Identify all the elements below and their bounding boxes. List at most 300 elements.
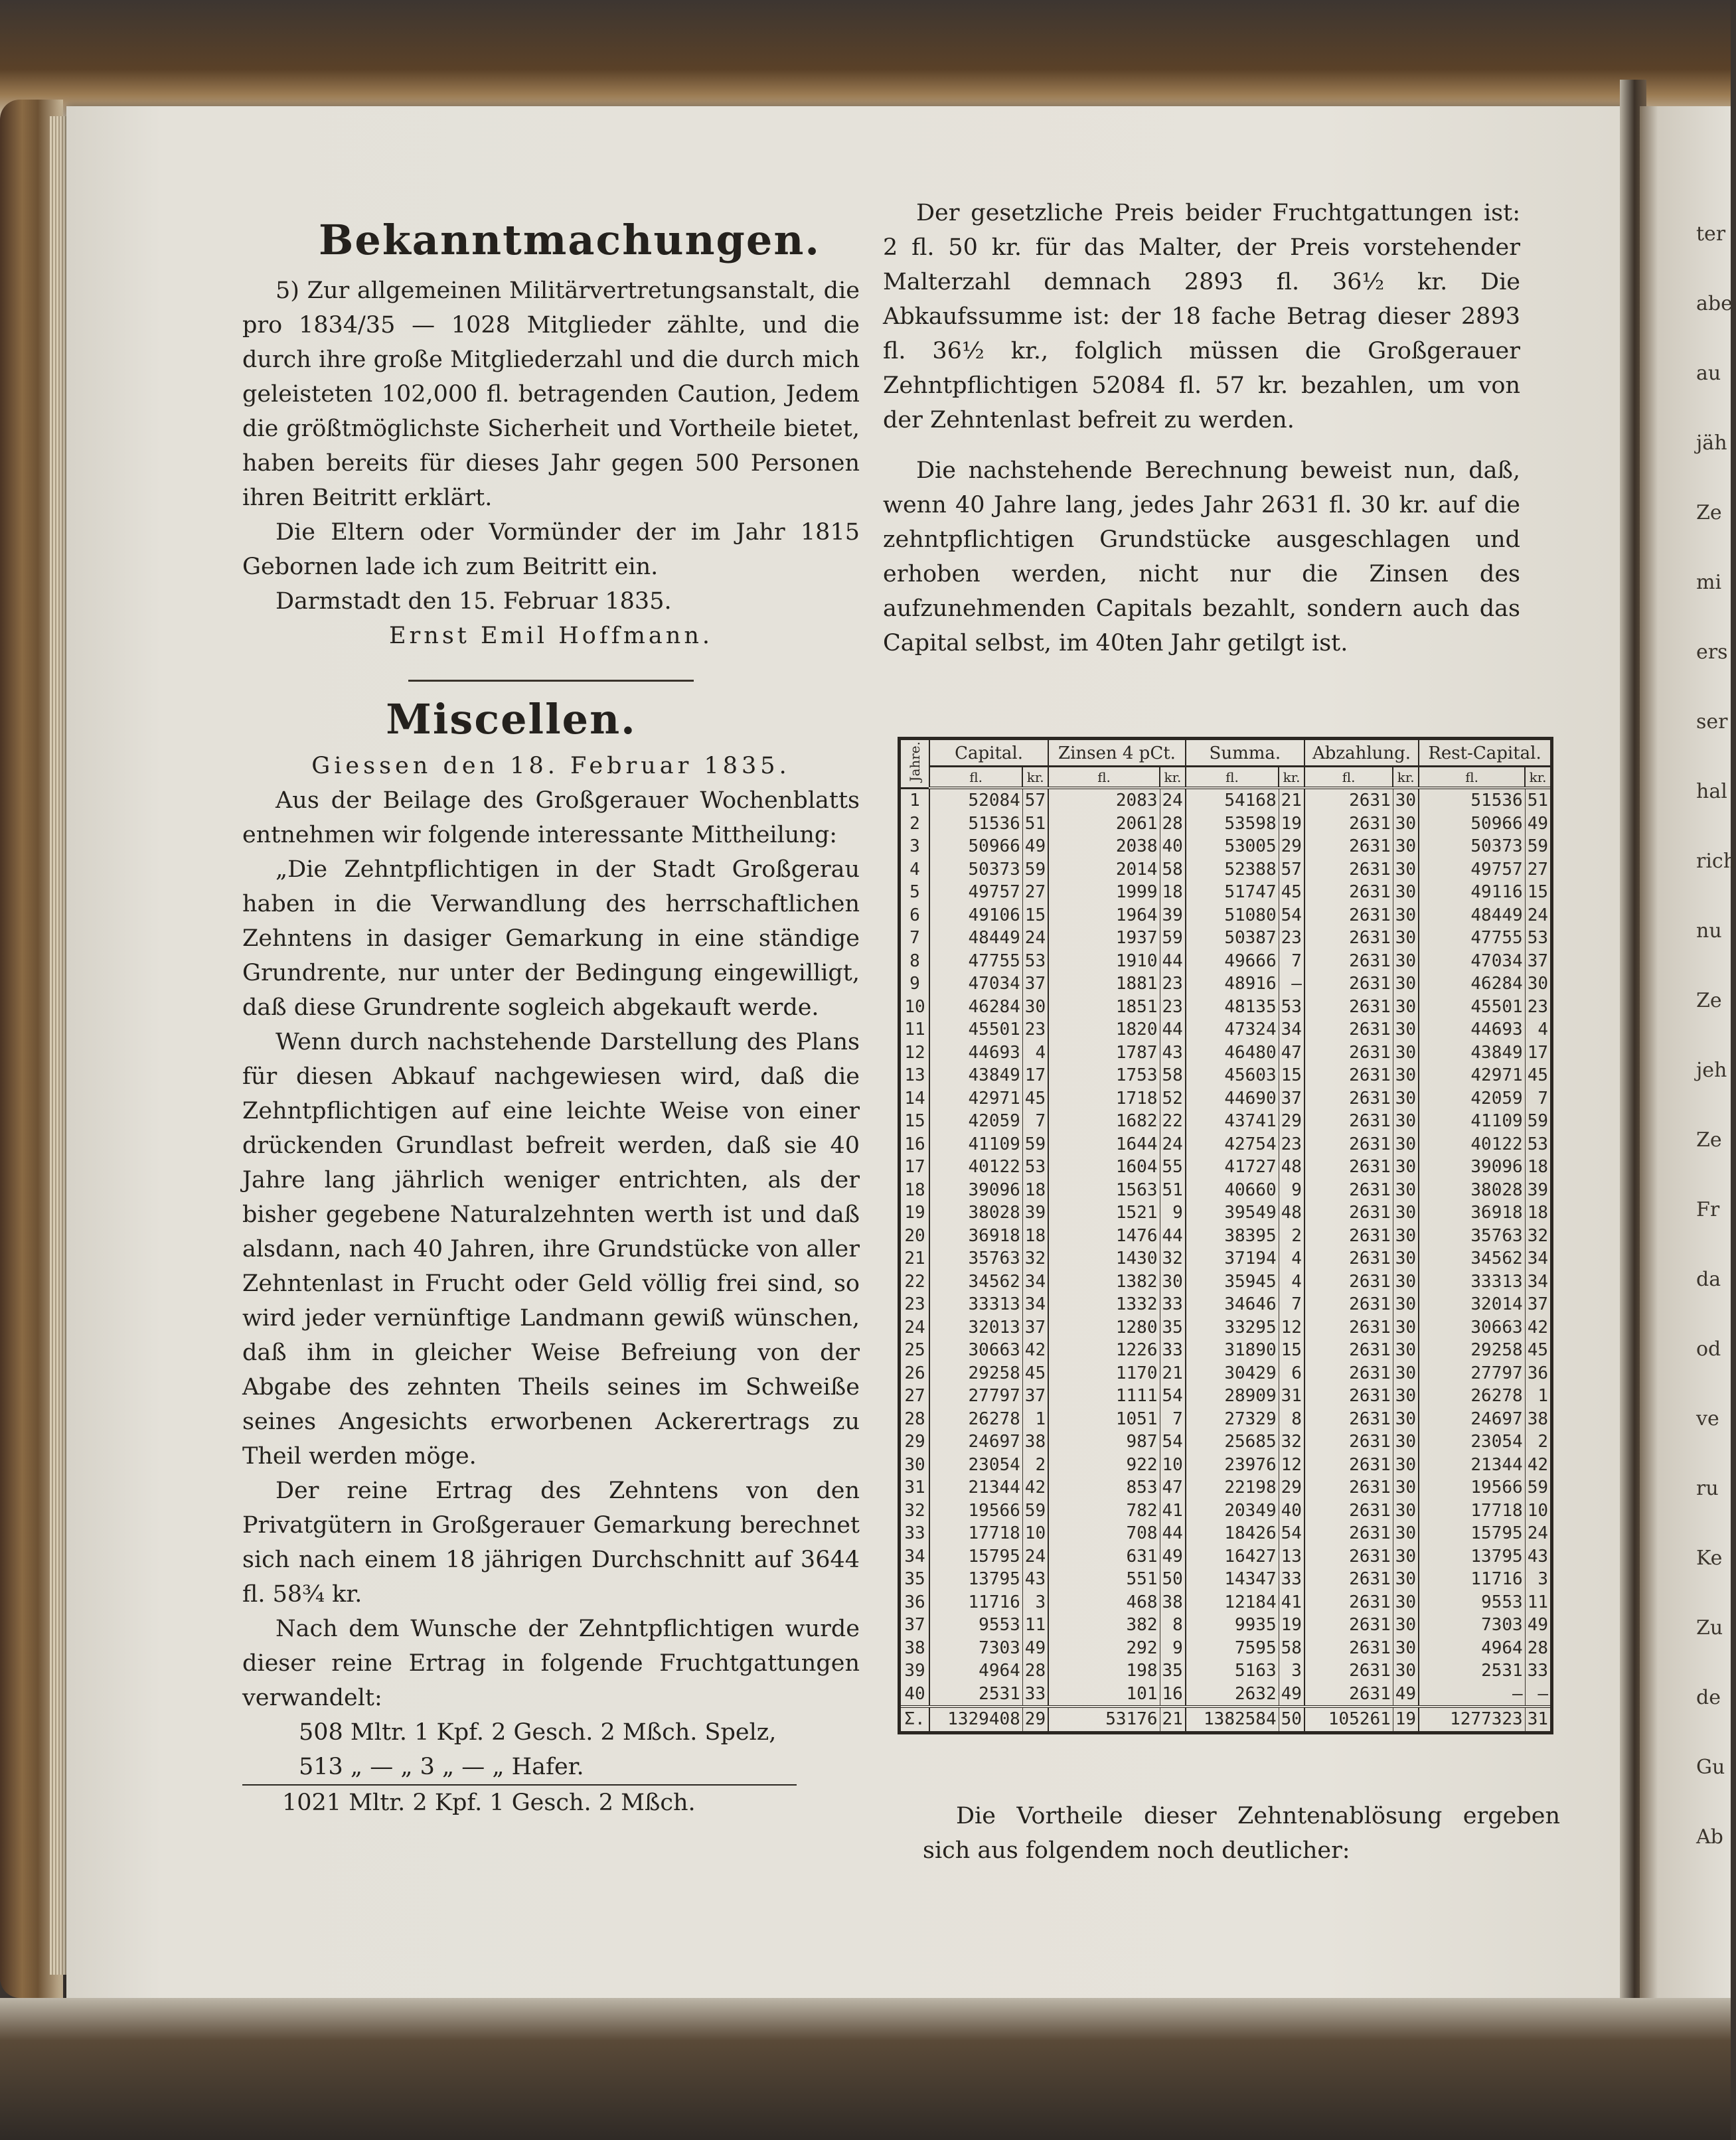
table-cell: 30: [1393, 1041, 1419, 1065]
table-cell: 2061: [1048, 812, 1160, 836]
table-cell: 32: [1525, 1225, 1551, 1248]
table-cell: 47034: [929, 972, 1022, 996]
table-cell: 1280: [1048, 1316, 1160, 1339]
table-unit-row: [900, 767, 1552, 788]
table-cell: 1851: [1048, 996, 1160, 1019]
grain-line-spelz: 508 Mltr. 1 Kpf. 2 Gesch. 2 Mßch. Spelz,: [299, 1719, 777, 1746]
table-cell: 28: [904, 1409, 925, 1429]
table-cell: 20: [904, 1225, 925, 1246]
table-cell: 50387: [1186, 927, 1279, 950]
table-row: [900, 1179, 1552, 1202]
next-page-fragment: ers: [1696, 641, 1728, 664]
table-cell: 54: [1160, 1430, 1186, 1454]
table-cell: 9553: [1419, 1591, 1525, 1614]
table-cell: 39096: [1419, 1156, 1525, 1179]
table-row: [900, 1110, 1552, 1133]
table-cell: 1: [909, 791, 920, 811]
table-row: [900, 1683, 1552, 1707]
table-cell: 2631: [1304, 1201, 1393, 1225]
table-cell: 49116: [1419, 881, 1525, 904]
table-cell: 19566: [929, 1499, 1022, 1523]
table-cell: 46480: [1186, 1041, 1279, 1065]
table-cell: 30: [1393, 1270, 1419, 1294]
table-cell: 54: [1279, 904, 1304, 927]
table-cell: 2631: [1304, 858, 1393, 881]
table-cell: 2631: [1304, 1362, 1393, 1385]
table-cell: 10: [1160, 1454, 1186, 1477]
table-cell: 30: [1393, 1591, 1419, 1614]
table-cell: 59: [1525, 1476, 1551, 1499]
table-cell: 52388: [1186, 858, 1279, 881]
table-cell: 2631: [1304, 1179, 1393, 1202]
table-cell: 44693: [929, 1041, 1022, 1065]
table-row: [900, 904, 1552, 927]
table-cell: 37: [1279, 1087, 1304, 1110]
table-row: [900, 858, 1552, 881]
table-cell: 30: [1393, 1133, 1419, 1156]
table-cell: 2: [1022, 1454, 1048, 1477]
table-cell: 13795: [929, 1568, 1022, 1591]
table-cell: 21: [1279, 788, 1304, 812]
next-page-fragment: Zu: [1696, 1616, 1723, 1640]
grain-line-hafer: 513 „ — „ 3 „ — „ Hafer.: [242, 1750, 797, 1786]
table-cell: 59: [1022, 858, 1048, 881]
table-cell: 43: [1022, 1568, 1048, 1591]
table-cell: 17718: [1419, 1499, 1525, 1523]
unit-kr: kr.: [1022, 767, 1048, 788]
next-page-fragment: jeh: [1696, 1059, 1727, 1082]
table-cell: 631: [1048, 1545, 1160, 1568]
table-cell: 2631: [1304, 927, 1393, 950]
table-cell: 2: [1279, 1225, 1304, 1248]
table-cell: 30: [1393, 1225, 1419, 1248]
table-cell: 31890: [1186, 1339, 1279, 1362]
closing-note: [923, 1799, 1560, 1868]
table-cell: 39096: [929, 1179, 1022, 1202]
table-cell: 19: [1393, 1707, 1419, 1732]
table-cell: 30: [1393, 1293, 1419, 1316]
table-cell: 1: [1022, 1408, 1048, 1431]
table-cell: 33: [904, 1523, 925, 1544]
table-cell: 38: [1525, 1408, 1551, 1431]
table-cell: 43849: [1419, 1041, 1525, 1065]
table-cell: 53176: [1048, 1707, 1160, 1732]
header-summa: Summa.: [1186, 739, 1304, 767]
table-cell: 13795: [1419, 1545, 1525, 1568]
table-cell: 1682: [1048, 1110, 1160, 1133]
table-row: [900, 1270, 1552, 1294]
table-cell: 17: [1022, 1064, 1048, 1087]
table-cell: 1753: [1048, 1064, 1160, 1087]
table-row: [900, 1362, 1552, 1385]
table-cell: 1563: [1048, 1179, 1160, 1202]
table-cell: 48: [1279, 1201, 1304, 1225]
table-cell: 45: [1022, 1087, 1048, 1110]
table-cell: 23: [1160, 972, 1186, 996]
table-cell: 1170: [1048, 1362, 1160, 1385]
table-cell: 8: [1279, 1408, 1304, 1431]
table-cell: 11: [1022, 1614, 1048, 1637]
table-cell: 30: [1393, 1522, 1419, 1545]
table-cell: 468: [1048, 1591, 1160, 1614]
table-cell: 39: [1160, 904, 1186, 927]
unit-fl: fl.: [1304, 767, 1393, 788]
table-cell: 32014: [1419, 1293, 1525, 1316]
amortization-table: [898, 737, 1553, 1734]
table-row: [900, 927, 1552, 950]
table-cell: 37: [1525, 1293, 1551, 1316]
table-cell: 27: [904, 1386, 925, 1407]
table-cell: 29258: [929, 1362, 1022, 1385]
table-cell: 30: [1393, 1316, 1419, 1339]
unit-kr: kr.: [1393, 767, 1419, 788]
table-cell: 11: [904, 1020, 925, 1040]
table-cell: 58: [1279, 1637, 1304, 1660]
table-cell: 50373: [1419, 835, 1525, 858]
table-cell: 53005: [1186, 835, 1279, 858]
table-cell: 15: [904, 1111, 925, 1132]
table-cell: 30: [1393, 950, 1419, 973]
table-cell: 42059: [929, 1110, 1022, 1133]
table-cell: —: [1419, 1683, 1525, 1707]
next-page-fragment: Gu: [1696, 1756, 1725, 1779]
table-header-row: [900, 739, 1552, 767]
table-cell: 2631: [1304, 1087, 1393, 1110]
table-cell: 53: [1525, 1133, 1551, 1156]
table-cell: 37: [1525, 950, 1551, 973]
table-cell: 4964: [929, 1659, 1022, 1683]
table-cell: 4: [909, 859, 920, 879]
table-cell: 9: [1160, 1637, 1186, 1660]
table-cell: 2531: [1419, 1659, 1525, 1683]
table-cell: 24: [904, 1317, 925, 1338]
table-cell: 18426: [1186, 1522, 1279, 1545]
table-cell: 58: [1160, 858, 1186, 881]
table-cell: 47755: [929, 950, 1022, 973]
table-cell: 33295: [1186, 1316, 1279, 1339]
table-cell: 23054: [1419, 1430, 1525, 1454]
table-cell: 32: [904, 1500, 925, 1521]
table-cell: 10: [1022, 1522, 1048, 1545]
table-cell: 2: [909, 813, 920, 834]
next-page-fragment: od: [1696, 1338, 1721, 1361]
unit-kr: kr.: [1525, 767, 1551, 788]
table-cell: 59: [1525, 835, 1551, 858]
unit-kr: kr.: [1279, 767, 1304, 788]
table-cell: 3: [909, 836, 920, 857]
table-cell: 6: [1279, 1362, 1304, 1385]
table-cell: 49: [1525, 812, 1551, 836]
table-cell: 34562: [1419, 1247, 1525, 1270]
table-cell: 19: [1279, 812, 1304, 836]
table-cell: 13: [904, 1065, 925, 1086]
table-cell: 2631: [1304, 1133, 1393, 1156]
table-cell: 37: [904, 1615, 925, 1636]
table-cell: 43: [1525, 1545, 1551, 1568]
invitation-paragraph: Die Eltern oder Vormünder der im Jahr 1815 Gebornen lade ich zum Beitritt ein.: [242, 519, 860, 580]
table-cell: 30: [1393, 1454, 1419, 1477]
table-cell: 31: [1279, 1385, 1304, 1408]
table-cell: 101: [1048, 1683, 1160, 1707]
table-cell: 26278: [1419, 1385, 1525, 1408]
unit-fl: fl.: [1419, 767, 1525, 788]
table-row: [900, 1385, 1552, 1408]
table-cell: 30: [1393, 812, 1419, 836]
table-cell: 19566: [1419, 1476, 1525, 1499]
table-cell: 53: [1022, 1156, 1048, 1179]
table-cell: 2631: [1304, 950, 1393, 973]
right-column: [883, 196, 1520, 660]
table-cell: 47034: [1419, 950, 1525, 973]
table-cell: 10: [1525, 1499, 1551, 1523]
table-cell: 30: [1393, 858, 1419, 881]
table-cell: 49: [1022, 835, 1048, 858]
next-page-fragment: mi: [1696, 571, 1722, 594]
table-cell: 48135: [1186, 996, 1279, 1019]
table-cell: 2631: [1304, 1430, 1393, 1454]
table-cell: 1644: [1048, 1133, 1160, 1156]
table-cell: 29258: [1419, 1339, 1525, 1362]
table-cell: 2631: [1304, 996, 1393, 1019]
table-row: [900, 1454, 1552, 1477]
price-paragraph: Der gesetzliche Preis beider Fruchtgattungen ist: 2 fl. 50 kr. für das Malter, der Preis vorstehender Malterzahl demnach 2893 fl. 36½ kr. Die Abkaufssumme ist: der 18 fache Betrag dieser 2893 fl. 36½ kr., folglich müssen die Großgerauer Zehntpflichtigen 52084 fl. 57 kr. bezahlen, um von der Zehntenlast befreit zu werden.: [883, 200, 1520, 433]
table-cell: 2631: [1304, 1408, 1393, 1431]
table-cell: 50: [1279, 1707, 1304, 1732]
header-abzahlung: Abzahlung.: [1304, 739, 1419, 767]
table-cell: 35: [904, 1569, 925, 1590]
next-page-fragment: jäh: [1696, 431, 1727, 455]
table-cell: 43: [1160, 1041, 1186, 1065]
table-cell: 45: [1525, 1064, 1551, 1087]
table-cell: 42754: [1186, 1133, 1279, 1156]
table-cell: 2631: [1304, 1316, 1393, 1339]
table-cell: 29: [904, 1432, 925, 1452]
table-cell: 32: [1022, 1247, 1048, 1270]
announcement-paragraph: 5) Zur allgemeinen Militärvertretungsanstalt, die pro 1834/35 — 1028 Mitglieder zählte, und die durch ihre große Mitgliederzahl und die durch mich geleisteten 102,000 fl. betragenden Caution, Jedem die größtmöglichste Sicherheit und Vortheile bietet, haben bereits für dieses Jahr gegen 500 Personen ihren Beitritt erklärt.: [242, 277, 860, 511]
table-cell: 13: [1279, 1545, 1304, 1568]
table-cell: 46284: [1419, 972, 1525, 996]
table-cell: 7: [1525, 1087, 1551, 1110]
table-cell: 50373: [929, 858, 1022, 881]
next-page-fragment: ru: [1696, 1477, 1719, 1500]
next-page-fragment: de: [1696, 1686, 1721, 1709]
table-cell: 55: [1160, 1156, 1186, 1179]
table-cell: 30: [1393, 996, 1419, 1019]
table-cell: 34: [904, 1546, 925, 1567]
table-row: [900, 1316, 1552, 1339]
table-row: [900, 1293, 1552, 1316]
next-page-fragment: Fr: [1696, 1198, 1720, 1221]
table-cell: 15: [1279, 1339, 1304, 1362]
table-cell: 18: [904, 1180, 925, 1200]
table-cell: 7: [1279, 950, 1304, 973]
heading-bekanntmachungen: Bekanntmachungen.: [319, 216, 821, 264]
table-cell: 47: [1279, 1041, 1304, 1065]
table-cell: 54: [1160, 1385, 1186, 1408]
table-row: [900, 1225, 1552, 1248]
table-cell: 1476: [1048, 1225, 1160, 1248]
table-cell: 39: [904, 1661, 925, 1681]
table-cell: 15795: [929, 1545, 1022, 1568]
table-cell: 2631: [1304, 812, 1393, 836]
table-cell: 34562: [929, 1270, 1022, 1294]
table-cell: 9553: [929, 1614, 1022, 1637]
table-cell: 30: [1393, 1247, 1419, 1270]
table-cell: 5: [909, 882, 920, 903]
table-cell: 708: [1048, 1522, 1160, 1545]
table-cell: 28: [1160, 812, 1186, 836]
table-cell: 12: [904, 1042, 925, 1063]
table-cell: 59: [1022, 1499, 1048, 1523]
table-row: [900, 812, 1552, 836]
table-cell: 4: [1279, 1247, 1304, 1270]
table-cell: 35: [1160, 1659, 1186, 1683]
table-cell: 26: [904, 1363, 925, 1383]
table-cell: 40122: [929, 1156, 1022, 1179]
next-page-fragment: abe: [1696, 292, 1733, 315]
next-page-fragment: nu: [1696, 919, 1722, 943]
closing-paragraph: Die Vortheile dieser Zehntenablösung ergeben sich aus folgendem noch deutlicher:: [923, 1803, 1560, 1864]
table-cell: 51: [1160, 1179, 1186, 1202]
table-cell: 53: [1279, 996, 1304, 1019]
table-row: [900, 1156, 1552, 1179]
table-cell: 9935: [1186, 1614, 1279, 1637]
table-cell: 53: [1525, 927, 1551, 950]
table-cell: 3: [1279, 1659, 1304, 1683]
table-cell: 2631: [1304, 1522, 1393, 1545]
table-cell: 34: [1022, 1270, 1048, 1294]
table-cell: 59: [1022, 1133, 1048, 1156]
table-cell: 1332: [1048, 1293, 1160, 1316]
table-cell: 22: [904, 1271, 925, 1292]
table-cell: 2631: [1304, 1247, 1393, 1270]
table-cell: 18: [1525, 1201, 1551, 1225]
table-cell: 2631: [1304, 1454, 1393, 1477]
table-cell: 45: [1022, 1362, 1048, 1385]
table-cell: 40: [1279, 1499, 1304, 1523]
table-cell: 30: [1393, 1568, 1419, 1591]
table-cell: 33313: [929, 1293, 1022, 1316]
next-page-fragment: rich: [1696, 850, 1736, 873]
table-cell: 7: [1160, 1408, 1186, 1431]
table-cell: 4: [1525, 1018, 1551, 1041]
table-row: [900, 1476, 1552, 1499]
table-cell: 51: [1022, 812, 1048, 836]
table-cell: 2631: [1304, 972, 1393, 996]
header-rest-capital: Rest-Capital.: [1419, 739, 1551, 767]
table-cell: 1604: [1048, 1156, 1160, 1179]
table-cell: 38: [1022, 1430, 1048, 1454]
table-cell: 40122: [1419, 1133, 1525, 1156]
table-cell: 1910: [1048, 950, 1160, 973]
table-row: [900, 1545, 1552, 1568]
table-cell: 49: [1160, 1545, 1186, 1568]
table-cell: 24: [1160, 788, 1186, 812]
table-cell: 49757: [929, 881, 1022, 904]
table-cell: 28909: [1186, 1385, 1279, 1408]
table-row: [900, 1247, 1552, 1270]
table-cell: 1329408: [929, 1707, 1022, 1732]
table-cell: 29: [1022, 1707, 1048, 1732]
next-page-fragment: Ze: [1696, 1128, 1722, 1152]
table-cell: 2631: [1304, 1339, 1393, 1362]
header-capital: Capital.: [929, 739, 1048, 767]
table-cell: 35763: [929, 1247, 1022, 1270]
heading-miscellen: Miscellen.: [386, 695, 637, 743]
table-cell: 25685: [1186, 1430, 1279, 1454]
table-cell: 38028: [929, 1201, 1022, 1225]
table-cell: 2631: [1304, 1614, 1393, 1637]
table-cell: 2014: [1048, 858, 1160, 881]
table-cell: 2631: [1304, 1064, 1393, 1087]
table-cell: 37194: [1186, 1247, 1279, 1270]
table-cell: 11: [1525, 1591, 1551, 1614]
next-page-fragment: ve: [1696, 1407, 1719, 1430]
table-cell: 36: [904, 1592, 925, 1612]
table-cell: 2631: [1304, 788, 1393, 812]
table-cell: 30: [1393, 881, 1419, 904]
table-cell: 36918: [1419, 1201, 1525, 1225]
table-cell: 30: [1393, 1201, 1419, 1225]
plan-paragraph: Wenn durch nachstehende Darstellung des Plans für diesen Abkauf nachgewiesen wird, daß die Zehntpflichtigen auf eine leichte Weise von einer drückenden Grundlast befreit werden, daß sie 40 Jahre lang jährlich weniger entrichten, als der bisher gegebene Naturalzehnten werth ist und daß alsdann, nach 40 Jahren, ihre Grundstücke von aller Zehntenlast in Frucht oder Geld völlig frei sind, so wird jeder vernünftige Landmann gewiß wünschen, daß ihm in gleicher Weise Befreiung von der Abgabe des zehnten Theils seines im Schweiße seines Angesichts erworbenen Ackerertrags zu Theil werden möge.: [242, 1029, 860, 1470]
table-cell: Σ.: [900, 1707, 930, 1732]
table-cell: 49106: [929, 904, 1022, 927]
table-cell: 35945: [1186, 1270, 1279, 1294]
table-cell: 30: [1393, 1385, 1419, 1408]
next-page-fragment: au: [1696, 362, 1721, 385]
table-cell: 1111: [1048, 1385, 1160, 1408]
table-cell: 1964: [1048, 904, 1160, 927]
table-cell: 9: [909, 974, 920, 994]
table-cell: 1881: [1048, 972, 1160, 996]
table-row: [900, 1430, 1552, 1454]
unit-fl: fl.: [1048, 767, 1160, 788]
table-cell: 42971: [1419, 1064, 1525, 1087]
table-cell: 2631: [1304, 1659, 1393, 1683]
table-cell: 41: [1279, 1591, 1304, 1614]
table-cell: 51: [1525, 788, 1551, 812]
table-cell: 19: [904, 1203, 925, 1223]
table-cell: 6: [909, 905, 920, 925]
grain-total: 1021 Mltr. 2 Kpf. 1 Gesch. 2 Mßch.: [282, 1790, 696, 1816]
table-cell: 30: [1393, 927, 1419, 950]
table-cell: 1226: [1048, 1339, 1160, 1362]
table-cell: 1382: [1048, 1270, 1160, 1294]
table-cell: 30: [1393, 1614, 1419, 1637]
table-cell: —: [1279, 972, 1304, 996]
table-cell: 7: [1022, 1110, 1048, 1133]
table-cell: 54: [1279, 1522, 1304, 1545]
table-cell: 49757: [1419, 858, 1525, 881]
table-cell: 2631: [1304, 1018, 1393, 1041]
table-cell: 45501: [1419, 996, 1525, 1019]
table-cell: 59: [1525, 1110, 1551, 1133]
table-row: [900, 1041, 1552, 1065]
table-cell: 36918: [929, 1225, 1022, 1248]
table-cell: 17718: [929, 1522, 1022, 1545]
table-cell: 24: [1160, 1133, 1186, 1156]
table-cell: 1820: [1048, 1018, 1160, 1041]
table-cell: 30: [1393, 1110, 1419, 1133]
table-cell: 54168: [1186, 788, 1279, 812]
table-cell: 987: [1048, 1430, 1160, 1454]
table-cell: 30: [1393, 1476, 1419, 1499]
table-cell: 16: [1160, 1683, 1186, 1707]
table-cell: 41109: [1419, 1110, 1525, 1133]
next-page-fragment: Ze: [1696, 989, 1722, 1012]
table-cell: 15: [1022, 904, 1048, 927]
table-cell: 30: [1393, 972, 1419, 996]
